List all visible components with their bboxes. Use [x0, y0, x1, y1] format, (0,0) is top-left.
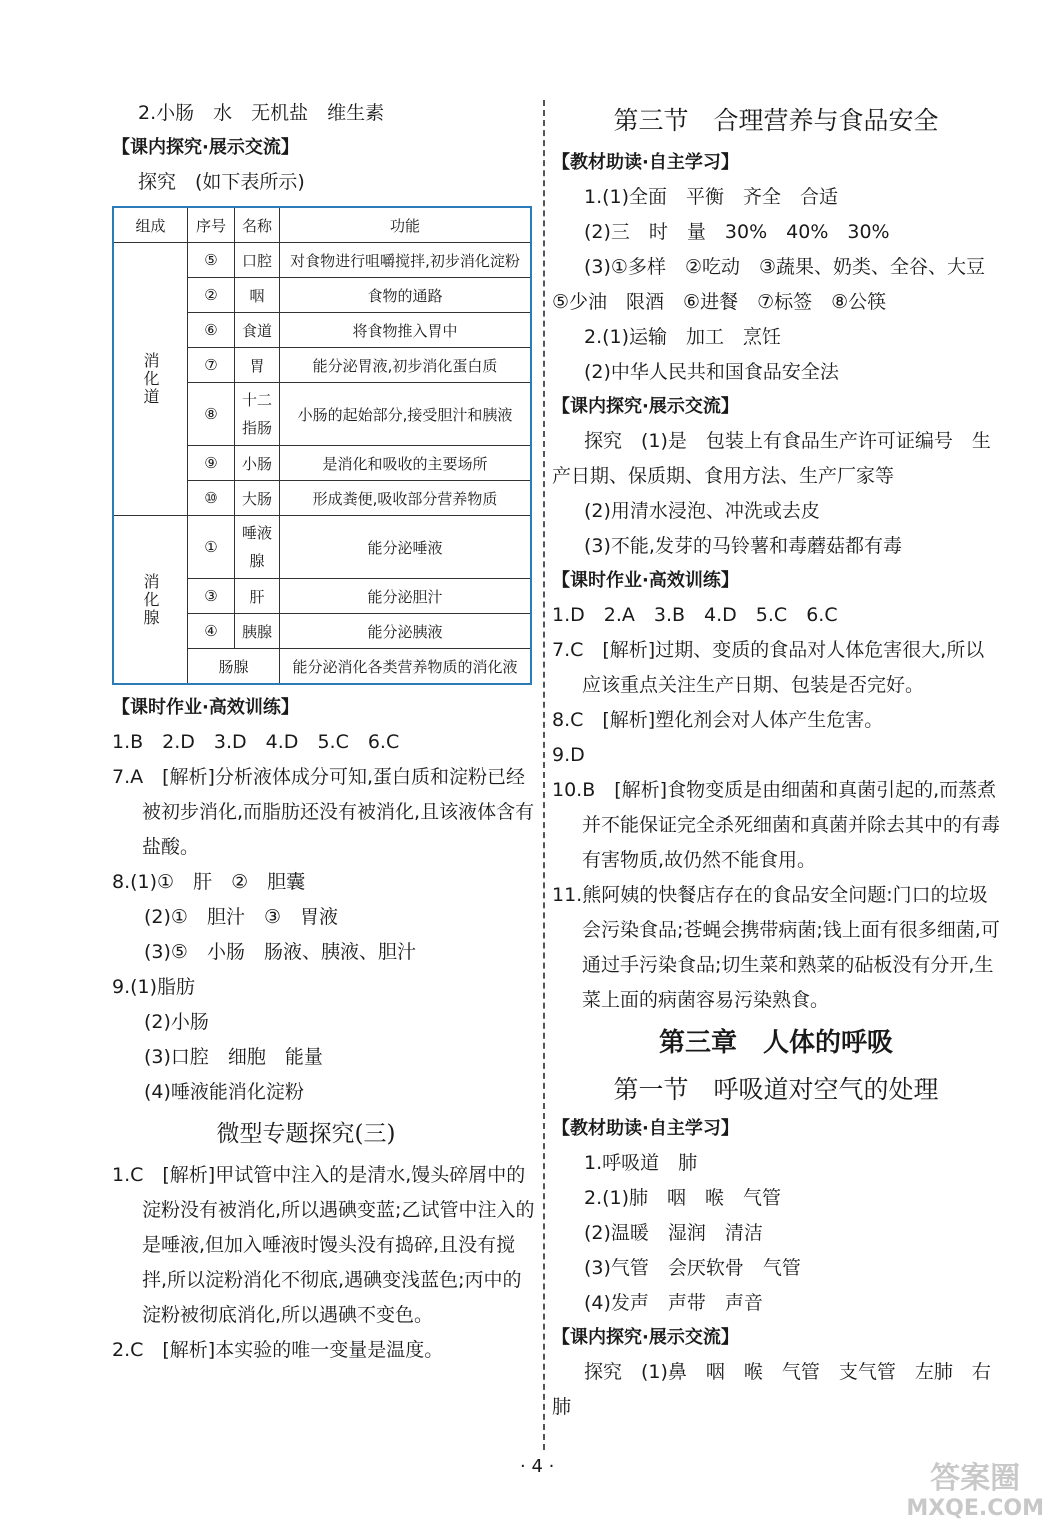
- answer-line: 2.小肠 水 无机盐 维生素: [138, 102, 385, 124]
- table-cell: ⑧: [188, 383, 235, 446]
- explore-line: 探究 (如下表所示): [138, 171, 305, 193]
- table-header-cell: 序号: [188, 207, 235, 243]
- answer-line: (2)三 时 量 30% 40% 30%: [584, 221, 890, 243]
- table-cell: ⑤: [188, 243, 235, 278]
- section-header: 【课时作业·高效训练】: [552, 570, 739, 591]
- watermark-text-top: 答案圈: [930, 1461, 1021, 1496]
- section-title: 第三节 合理营养与食品安全: [613, 106, 939, 135]
- answer-paragraph: 7.A [解析]分析液体成分可知,蛋白质和淀粉已经被初步消化,而脂肪还没有被消化,且该液体含有盐酸。: [112, 766, 535, 858]
- answer-line: 8.C [解析]塑化剂会对人体产生危害。: [552, 709, 884, 731]
- section-header: 【课内探究·展示交流】: [552, 1327, 739, 1348]
- answer-line: (3)不能,发芽的马铃薯和毒蘑菇都有毒: [584, 535, 902, 557]
- table-cell: 胃: [235, 348, 280, 383]
- table-row: [113, 516, 531, 579]
- table-cell: 食物的通路: [280, 278, 532, 313]
- section-header: 【课内探究·展示交流】: [552, 396, 739, 417]
- answer-line: (4)发声 声带 声音: [584, 1292, 763, 1314]
- watermark-text-bottom: MXQE.COM: [906, 1496, 1044, 1521]
- right-column: [552, 96, 1005, 1425]
- table-cell: ⑨: [188, 446, 235, 481]
- answer-paragraph: 11.熊阿姨的快餐店存在的食品安全问题:门口的垃圾会污染食品;苍蝇会携带病菌;钱上面有很多细菌,可通过手污染食品;切生菜和熟菜的砧板没有分开,生菜上面的病菌容易污染熟食。: [552, 884, 1000, 1011]
- table-header-cell: 组成: [113, 207, 188, 243]
- section-header: 【教材助读·自主学习】: [552, 1118, 739, 1139]
- table-cell: 对食物进行咀嚼搅拌,初步消化淀粉: [280, 243, 532, 278]
- answer-line: 1.D 2.A 3.B 4.D 5.C 6.C: [552, 604, 838, 626]
- table-cell: 十二指肠: [235, 383, 280, 446]
- mini-topic-title: 微型专题探究(三): [216, 1121, 396, 1147]
- table-cell: ④: [188, 614, 235, 649]
- answer-line: 2.(1)运输 加工 烹饪: [584, 326, 782, 348]
- answer-line: 8.(1)① 肝 ② 胆囊: [112, 871, 306, 893]
- table-cell: ⑦: [188, 348, 235, 383]
- digestive-function-table: [112, 206, 532, 685]
- section-header: 【教材助读·自主学习】: [552, 152, 739, 173]
- answer-line: 9.(1)脂肪: [112, 976, 196, 998]
- table-cell: 食道: [235, 313, 280, 348]
- table-cell: 能分泌唾液: [280, 516, 532, 579]
- section-header: 【课内探究·展示交流】: [112, 137, 299, 158]
- answer-line: (2)温暖 湿润 清洁: [584, 1222, 763, 1244]
- watermark-logo: [906, 1461, 1044, 1524]
- chapter-title: 第三章 人体的呼吸: [658, 1028, 893, 1058]
- group-cell: 消化道: [113, 243, 188, 516]
- answer-line: (2)小肠: [144, 1011, 209, 1033]
- table-cell: ②: [188, 278, 235, 313]
- answer-paragraph: 探究 (1)鼻 咽 喉 气管 支气管 左肺 右肺: [552, 1361, 991, 1418]
- answer-line: 1.(1)全面 平衡 齐全 合适: [584, 186, 839, 208]
- section-title: 第一节 呼吸道对空气的处理: [613, 1075, 939, 1104]
- table-cell: ⑩: [188, 481, 235, 516]
- answer-line: 2.C [解析]本实验的唯一变量是温度。: [112, 1339, 444, 1361]
- table-cell: 将食物推入胃中: [280, 313, 532, 348]
- table-cell: 能分泌胰液: [280, 614, 532, 649]
- answer-paragraph: 探究 (1)是 包装上有食品生产许可证编号 生产日期、保质期、食用方法、生产厂家等: [552, 430, 991, 487]
- table-cell: 小肠的起始部分,接受胆汁和胰液: [280, 383, 532, 446]
- section-header: 【课时作业·高效训练】: [112, 697, 299, 718]
- answer-line: (3)气管 会厌软骨 气管: [584, 1257, 801, 1279]
- answer-line: (4)唾液能消化淀粉: [144, 1081, 304, 1103]
- table-cell: 小肠: [235, 446, 280, 481]
- table-cell: ⑥: [188, 313, 235, 348]
- answer-line: 1.B 2.D 3.D 4.D 5.C 6.C: [112, 731, 400, 753]
- table-row: [113, 243, 531, 278]
- left-column: [112, 96, 540, 1368]
- group-cell: 消化腺: [113, 516, 188, 685]
- table-cell: 形成粪便,吸收部分营养物质: [280, 481, 532, 516]
- table-cell: 咽: [235, 278, 280, 313]
- page-number: · 4 ·: [520, 1456, 555, 1477]
- answer-line: (2)中华人民共和国食品安全法: [584, 361, 839, 383]
- table-header-row: [113, 207, 531, 243]
- answer-paragraph: 1.C [解析]甲试管中注入的是清水,馒头碎屑中的淀粉没有被消化,所以遇碘变蓝;乙试管中注入的是唾液,但加入唾液时馒头没有捣碎,且没有搅拌,所以淀粉消化不彻底,遇碘变浅蓝色;丙中的淀粉被彻底消化,所以遇碘不变色。: [112, 1164, 535, 1326]
- table-cell: 能分泌胆汁: [280, 579, 532, 614]
- table-cell: 肝: [235, 579, 280, 614]
- answer-line: (3)⑤ 小肠 肠液、胰液、胆汁: [144, 941, 416, 963]
- table-cell: 胰腺: [235, 614, 280, 649]
- table-cell: 能分泌消化各类营养物质的消化液: [280, 649, 532, 685]
- table-cell: ①: [188, 516, 235, 579]
- table-cell: 大肠: [235, 481, 280, 516]
- answer-line: 9.D: [552, 744, 585, 766]
- answer-line: 1.呼吸道 肺: [584, 1152, 698, 1174]
- answer-paragraph: 10.B [解析]食物变质是由细菌和真菌引起的,而蒸煮并不能保证完全杀死细菌和真菌并除去其中的有毒有害物质,故仍然不能食用。: [552, 779, 1001, 871]
- answer-line: 2.(1)肺 咽 喉 气管: [584, 1187, 782, 1209]
- table-cell: 口腔: [235, 243, 280, 278]
- answer-paragraph: 7.C [解析]过期、变质的食品对人体危害很大,所以应该重点关注生产日期、包装是否完好。: [552, 639, 985, 696]
- answer-line: (3)口腔 细胞 能量: [144, 1046, 323, 1068]
- table-cell: 肠腺: [188, 649, 280, 685]
- table-cell: 能分泌胃液,初步消化蛋白质: [280, 348, 532, 383]
- table-cell: ③: [188, 579, 235, 614]
- answer-line: (2)① 胆汁 ③ 胃液: [144, 906, 338, 928]
- table-header-cell: 功能: [280, 207, 532, 243]
- table-cell: 唾液腺: [235, 516, 280, 579]
- table-cell: 是消化和吸收的主要场所: [280, 446, 532, 481]
- answer-line: (2)用清水浸泡、冲洗或去皮: [584, 500, 820, 522]
- column-divider: [543, 100, 545, 1450]
- table-header-cell: 名称: [235, 207, 280, 243]
- answer-paragraph: (3)①多样 ②吃动 ③蔬果、奶类、全谷、大豆 ⑤少油 限酒 ⑥进餐 ⑦标签 ⑧公筷: [552, 256, 1005, 313]
